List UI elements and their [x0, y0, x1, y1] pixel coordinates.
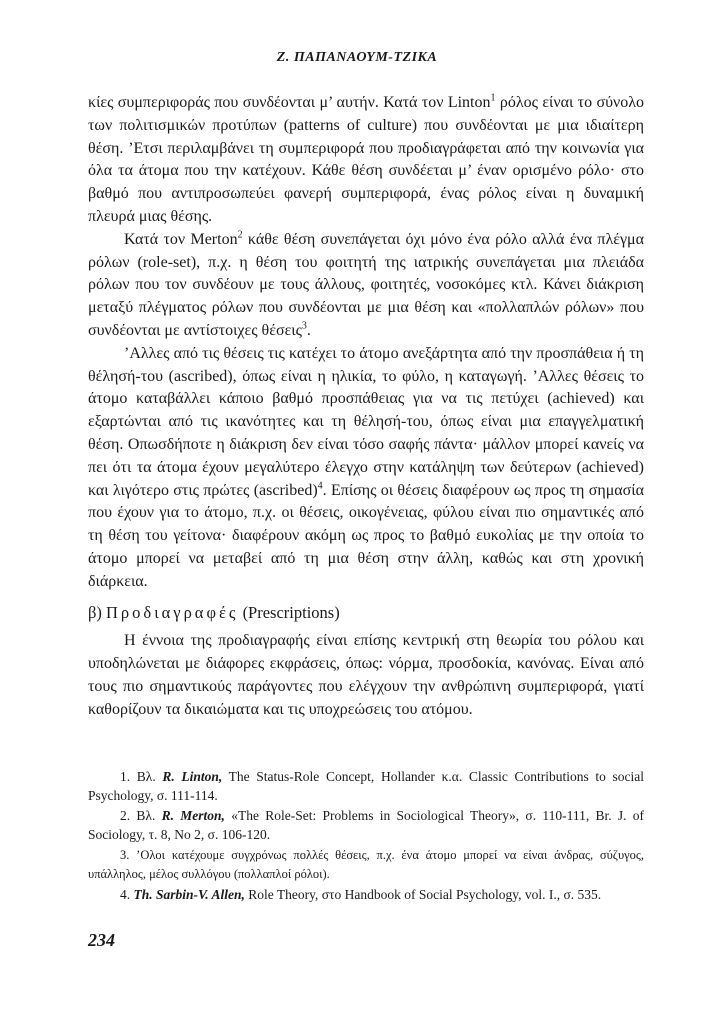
- paragraph-1-start: κίες συμπεριφοράς που συνδέονται μ’ αυτήν. Κατά τον Linton: [88, 94, 491, 111]
- paragraph-2-end: .: [306, 321, 311, 339]
- footnote-2: [88, 807, 644, 844]
- footnote-text: The Status-Role Concept, Hollander κ.α. Classic Contributions to social Psychology, σ. 111-114.: [88, 769, 644, 803]
- footnote-author: R. Linton,: [162, 769, 223, 784]
- footnote-1: [88, 768, 644, 805]
- footnote-text: Role Theory, στο Handbook of Social Psychology, vol. I., σ. 535.: [248, 886, 602, 902]
- paragraph-3: [88, 343, 644, 594]
- section-title-en: (Prescriptions): [242, 602, 340, 622]
- paragraph-2-mid: κάθε θέση συνεπάγεται όχι μόνο ένα ρόλο αλλά ένα πλέγμα ρόλων (role-set), π.χ. η θέση του φοιτητή της ιατρικής συνεπάγεται μια πλειάδα ρόλων που τον συνδέουν με τους άλλους, φοιτητές, νοσοκόμες κτλ. Κάνει διάκριση μεταξύ πλέγματος ρόλων που συνδέονται με μια θέση και «πολλαπλών ρόλων» που συνδέονται με αντίστοιχες θέσεις: [88, 230, 645, 339]
- section-title: Προδιαγραφές: [106, 602, 239, 622]
- footnotes: [88, 768, 644, 906]
- paragraph-2: [88, 229, 644, 343]
- footnote-author: R. Merton,: [161, 808, 225, 824]
- footnote-ref-4: 4: [317, 480, 323, 492]
- footnote-ref-3: 3: [301, 320, 307, 332]
- paragraph-3-start: ’Αλλες από τις θέσεις τις κατέχει το άτομο ανεξάρτητα από την προσπάθεια ή τη θέλησή-του (ascribed), όπως είναι η ηλικία, το φύλο, η καταγωγή. ’Αλλες θέσεις το άτομο καταβάλλει κάποιο βαθμό προσπάθειας για να τις πετύχει (achieved) και εξαρτώνται από τις ικανότητες και τη θέλησή-του, όπως είναι μια επαγγελματική θέση. Οπωσδήποτε η διάκριση δεν είναι τόσο σαφής πάντα· μάλλον μπορεί κανείς να πει ότι τα άτομα έχουν μεγαλύτερο έλεγχο στην κατάληψη των δεύτερων (achieved) και λιγότερο στις πρώτες (ascribed): [88, 344, 644, 499]
- footnote-4: [88, 886, 644, 905]
- footnote-3: [88, 846, 644, 883]
- paragraph-4: Η έννοια της προδιαγραφής είναι επίσης κεντρική στη θεωρία του ρόλου και υποδηλώνεται με διάφορες εκφράσεις, όπως: νόρμα, προσδοκία, κανόνας. Είναι από τους πιο σημαντικούς παράγοντες που ελέγχουν την ανθρώπινη συμπεριφορά, γιατί καθορίζουν τα δικαιώματα και τις υποχρεώσεις του ατόμου.: [88, 632, 644, 718]
- footnote-ref-1: 1: [490, 92, 496, 104]
- footnote-number: 3.: [120, 848, 130, 863]
- section-heading: [88, 602, 644, 625]
- footnote-author: Th. Sarbin-V. Allen,: [133, 886, 245, 902]
- page-number: 234: [88, 930, 115, 950]
- running-head: Ζ. ΠΑΠΑΝΑΟΥΜ-ΤΖΙΚΑ: [276, 50, 438, 65]
- footnote-text: ’Ολοι κατέχουμε συγχρόνως πολλές θέσεις, π.χ. ένα άτομο μπορεί να είναι άνδρας, σύζυγος, υπάλληλος, μέλος συλλόγου (πολλαπλοί ρόλοι).: [88, 848, 645, 881]
- footnote-ref-2: 2: [237, 229, 243, 241]
- section-label: β): [88, 602, 102, 622]
- footnote-text: «The Role-Set: Problems in Sociological Theory», σ. 110-111, Br. J. of Sociology, τ. 8, No 2, σ. 106-120.: [88, 808, 645, 842]
- footnote-prefix: Βλ.: [136, 808, 156, 824]
- footnote-prefix: Βλ.: [136, 769, 156, 784]
- footnote-number: 2.: [120, 808, 131, 824]
- main-text: [88, 92, 644, 722]
- paragraph-1-rest: ρόλος είναι το σύνολο των πολιτισμικών προτύπων (patterns of culture) που συνδέονται με μια ιδιαίτερη θέση. ’Ετσι περιλαμβάνει τη συμπεριφορά που προδιαγράφεται από την κοινωνία για όλα τα άτομα που την κατέχουν. Κάθε θέση συνδέεται μ’ έναν ορισμένο ρόλο· στο βαθμό που αντιπροσωπεύει φανερή συμπεριφορά, ένας ρόλος είναι η δυναμική πλευρά μιας θέσης.: [88, 94, 644, 225]
- footnote-number: 4.: [120, 886, 131, 902]
- paragraph-3-rest: . Επίσης οι θέσεις διαφέρουν ως προς τη σημασία που έχουν για το άτομο, π.χ. οι θέσεις, οικογένειας, φύλου είναι πιο σημαντικές από τη θέση του γείτονα· διαφέρουν ακόμη ως προς το βαθμό ευκολίας με την οποία το άτομο μπορεί να μεταβεί από τη μια θέση στην άλλη, καθώς και στη χρονική διάρκεια.: [88, 481, 644, 590]
- paragraph-1: [88, 92, 644, 229]
- paragraph-2-start: Κατά τον Merton: [124, 230, 238, 248]
- footnote-number: 1.: [120, 769, 131, 784]
